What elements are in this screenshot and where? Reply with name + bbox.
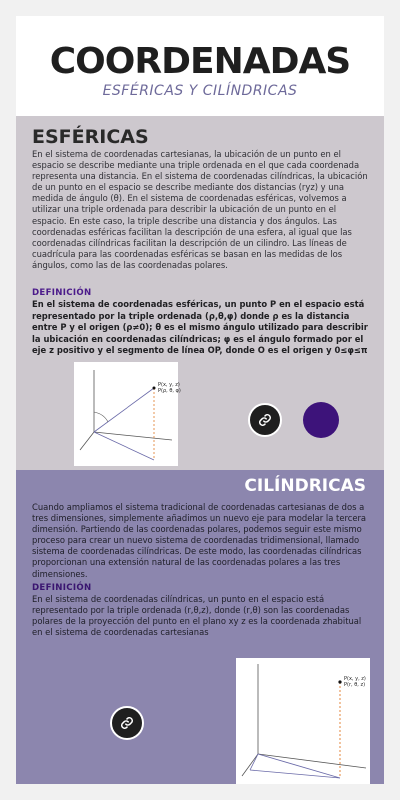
cylindrical-link-button[interactable] — [110, 706, 144, 740]
purple-dot — [303, 402, 339, 438]
cylindrical-section — [16, 470, 384, 784]
spherical-diagram — [74, 362, 181, 466]
cylindrical-intro: Cuando ampliamos el sistema tradicional de coordenadas cartesianas de dos a tres dimensiones, simplemente añadimos un nuevo eje para modelar la tercera dimensión. Partiendo de las coordenadas polares, podemos seguir este mismo proceso para crear un nuevo sistema de coordenadas tridimensional, llamado sistema de coordenadas cilíndricas. De este modo, las coordenadas cilíndricas proporcionan una extensión natural de las coordenadas polares a las tres dimensiones. — [32, 502, 367, 579]
cylindrical-diagram — [236, 658, 370, 784]
spherical-heading: ESFÉRICAS — [32, 126, 149, 148]
cylindrical-point-label-2: P(r, θ, z) — [344, 682, 366, 688]
spherical-point-label-2: P(ρ, θ, φ) — [158, 388, 181, 394]
cylindrical-heading: CILÍNDRICAS — [244, 476, 366, 496]
header — [16, 16, 384, 116]
infographic-card — [16, 16, 384, 784]
page-title: COORDENADAS — [49, 41, 351, 82]
cylindrical-definition: En el sistema de coordenadas cilíndricas, un punto en el espacio está representado por la triple ordenada (r,θ,z), donde (r,θ) son las coordenadas polares de la proyección del punto en el plano xy z es la coordenada zhabitual en el sistema de coordenadas cartesianas — [32, 594, 362, 638]
spherical-link-button[interactable] — [248, 403, 282, 437]
link-icon — [258, 413, 272, 427]
spherical-definition-label: DEFINICIÓN — [32, 288, 92, 298]
spherical-definition: En el sistema de coordenadas esféricas, un punto P en el espacio está representado por la triple ordenada (ρ,θ,φ) donde ρ es la distancia entre P y el origen (ρ≠0); θ es el mismo ángulo utilizado para describir la ubicación en coordenadas cilíndricas; φ es el ángulo formado por el eje z positivo y el segmento de línea OP, donde O es el origen y 0≤φ≤π — [32, 299, 368, 355]
page-subtitle: ESFÉRICAS Y CILÍNDRICAS — [102, 83, 298, 99]
spherical-figure — [74, 362, 181, 466]
cylindrical-definition-label: DEFINICIÓN — [32, 583, 92, 593]
cylindrical-figure — [236, 658, 370, 784]
cylindrical-point-label: P(x, y, z) — [344, 676, 366, 682]
spherical-intro: En el sistema de coordenadas cartesianas, la ubicación de un punto en el espacio se describe mediante una triple ordenada en el que cada coordenada representa una distancia. En el sistema de coordenadas cilíndricas, la ubicación de un punto en el espacio se describe mediante dos distancias (ryz) y una medida de ángulo (θ). En el sistema de coordenadas esféricas, volvemos a utilizar una triple ordenada para describir la ubicación de un punto en el espacio. En este caso, la triple describe una distancia y dos ángulos. Las coordenadas esféricas facilitan la descripción de una esfera, al igual que las coordenadas cilíndricas facilitan la descripción de un cilindro. Las líneas de cuadrícula para las coordenadas esféricas se basan en las medidas de los ángulos, como las de las coordenadas polares. — [32, 149, 368, 270]
spherical-section — [16, 116, 384, 470]
link-icon — [120, 716, 134, 730]
spherical-point-label: P(x, y, z) — [158, 382, 180, 388]
